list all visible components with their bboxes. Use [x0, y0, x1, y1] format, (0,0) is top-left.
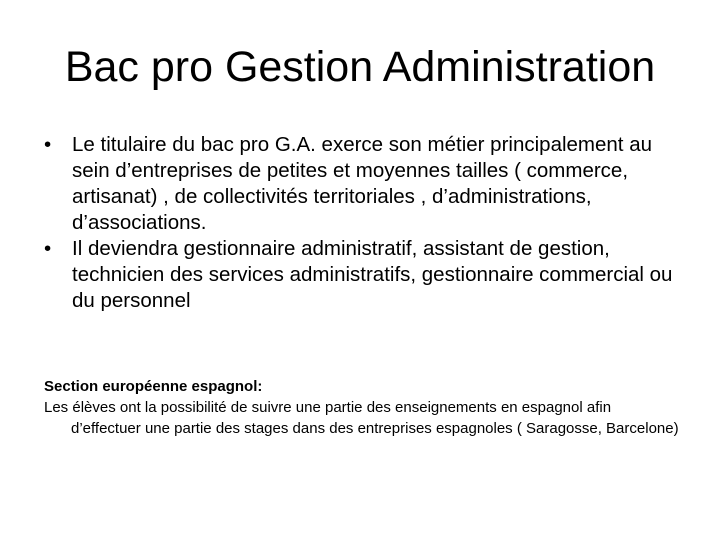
bullet-text: Il deviendra gestionnaire administratif, assistant de gestion, technicien des services administratifs, gestionnaire commercial ou du personnel: [72, 237, 673, 312]
bullet-list: [44, 132, 684, 314]
bullet-icon: •: [44, 237, 52, 260]
bullet-text: Le titulaire du bac pro G.A. exerce son métier principalement au sein d’entreprises de petites et moyennes tailles ( commerce, artisanat) , de collectivités territoriales , d’administrations, d’associations.: [72, 133, 652, 234]
bullet-item: [44, 132, 684, 236]
section-body: Les élèves ont la possibilité de suivre une partie des enseignements en espagnol afin d’effectuer une partie des stages dans des entreprises espagnoles ( Saragosse, Barcelone): [44, 399, 679, 437]
bullet-item: [44, 236, 684, 314]
slide-title: Bac pro Gestion Administration: [64, 43, 656, 91]
european-section: [44, 376, 684, 439]
bullet-icon: •: [44, 133, 52, 156]
section-heading: Section européenne espagnol:: [44, 378, 263, 395]
